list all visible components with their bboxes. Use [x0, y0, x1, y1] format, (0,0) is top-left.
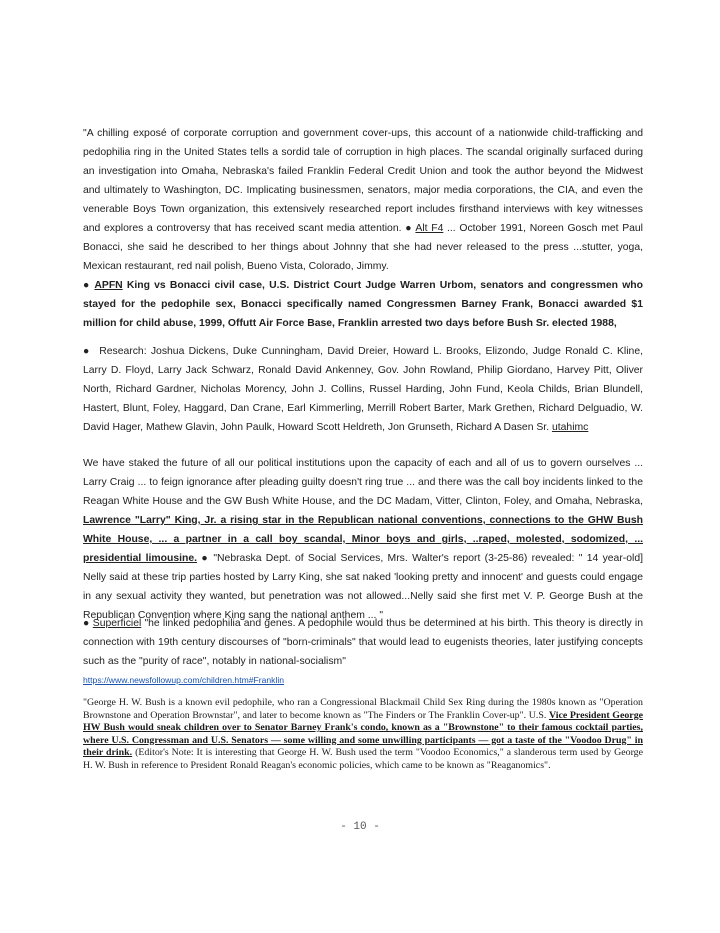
bonacci-paragraph: [83, 276, 643, 333]
superficiel-link[interactable]: Superficiel: [92, 618, 142, 629]
political-text: We have staked the future of all our political institutions upon the capacity of each and all of us to govern ourselves ... Larry Craig ... to feign ignorance after pleading guilty doesn't ring true ... and there was the call boy incidents linked to the Reagan White House and the GW Bush White House, and the DC Madam, Vitter, Clinton, Foley, and Omaha, Nebraska,: [83, 458, 643, 507]
bush-text: "George H. W. Bush is a known evil pedophile, who ran a Congressional Blackmail Child Sex Ring during the 1980s known as "Operation Brownstone and Operation Brownstar", and later to become known as "The Finders or The Franklin Cover-up". U.S.: [83, 697, 643, 721]
bullet: ●: [83, 280, 91, 291]
bush-paragraph: [83, 697, 643, 773]
research-paragraph: [83, 342, 643, 437]
political-paragraph: [83, 454, 643, 625]
superficiel-paragraph: [83, 614, 643, 688]
intro-paragraph: [83, 124, 643, 276]
intro-text: "A chilling exposé of corporate corruption and government cover-ups, this account of a nationwide child-trafficking and pedophilia ring in the United States tells a sordid tale of corruption in high places. The scandal originally surfaced during an investigation into Omaha, Nebraska's failed Franklin Federal Credit Union and took the author beyond the Midwest and ultimately to Washington, DC. Implicating businessmen, senators, major media corporations, the CIA, and even the venerable Boys Town organization, this extensively researched report includes firsthand interviews with key witnesses and explores a controversy that has received scant media attention.: [83, 128, 643, 234]
bullet: ●: [405, 223, 413, 234]
gosch-text: ... October 1991, Noreen Gosch met Paul Bonacci, she said he described to her things about Johnny that she had never released to the press ...stutter, yoga, Mexican restaurant, red nail polish, Bueno Vista, Colorado, Jimmy.: [83, 223, 643, 272]
bullet: ●: [83, 346, 91, 357]
utahimc-link[interactable]: utahimc: [551, 422, 589, 433]
alt-f4-link[interactable]: Alt F4: [415, 223, 444, 234]
nebraska-quote: "Nebraska Dept. of Social Services, Mrs. Walter's report (3-25-86) revealed: " 14 year-old] Nelly said at these trip parties hosted by Larry King, she sat naked 'looking pretty and innocent' and guests could engage in any sexual activity they wanted, but penetration was not allowed...Nelly said she first met V. P. George Bush at the Republican Convention where King sang the national anthem ... ": [83, 553, 644, 621]
apfn-link[interactable]: APFN: [94, 280, 123, 291]
bullet: ●: [83, 618, 90, 629]
larry-king-link[interactable]: Lawrence "Larry" King, Jr. a rising star in the Republican national conventions, connections to the GHW Bush White House, ... a partner in a call boy scandal, Minor boys and girls, ..raped, molested, sodomized, ... presidential limousine.: [83, 515, 643, 564]
page-number: - 10 -: [340, 821, 380, 833]
bonacci-text: King vs Bonacci civil case, U.S. District Court Judge Warren Urbom, senators and congressmen who stayed for the pedophile sex, Bonacci specifically named Congressmen Barney Frank, Bonacci awarded $1 million for child abuse, 1999, Offutt Air Force Base, Franklin arrested two days before Bush Sr. elected 1988,: [83, 280, 643, 329]
genes-text: "he linked pedophilia and genes. A pedophile would thus be determined at his birth. This theory is directly in connection with 19th century discourses of "born-criminals" that would lead to eugenists theories, later justifying concepts such as the "purity of race", notably in national-socialism": [83, 618, 644, 667]
editor-note: (Editor's Note: It is interesting that George H. W. Bush used the term "Voodoo Economics," a slanderous term used by George H. W. Bush in reference to President Ronald Reagan's economic policies, which came to be known as "Reaganomics".: [83, 747, 644, 771]
newsfollowup-url-link[interactable]: https://www.newsfollowup.com/children.htm#Franklin: [83, 675, 285, 685]
research-text: Research: Joshua Dickens, Duke Cunningham, David Dreier, Howard L. Brooks, Elizondo, Judge Ronald C. Kline, Larry D. Floyd, Larry Jack Schwarz, Ronald David Ankenney, Gov. John Rowland, Philip Giordano, Harvey Pitt, Oliver North, Richard Gardner, Nicholas Morency, John J. Collins, Russel Harding, John Fund, Keola Childs, Brian Blundell, Hastert, Blunt, Foley, Haggard, Dan Crane, Earl Kimmerling, Merrill Robert Barter, Mark Grethen, Richard Delguadio, W. David Hager, Mathew Glavin, John Paulk, Howard Scott Heldreth, Jon Grunseth, Richard A Dasen Sr.: [83, 346, 643, 433]
bullet: ●: [201, 553, 210, 564]
brownstone-link[interactable]: Vice President George HW Bush would sneak children over to Senator Barney Frank's condo, known as a "Brownstone" to their famous cocktail parties, where U.S. Congressman and U.S. Senators — some willing and some unwilling participants — got a taste of the "Voodoo Drug" in their drink.: [83, 709, 644, 759]
